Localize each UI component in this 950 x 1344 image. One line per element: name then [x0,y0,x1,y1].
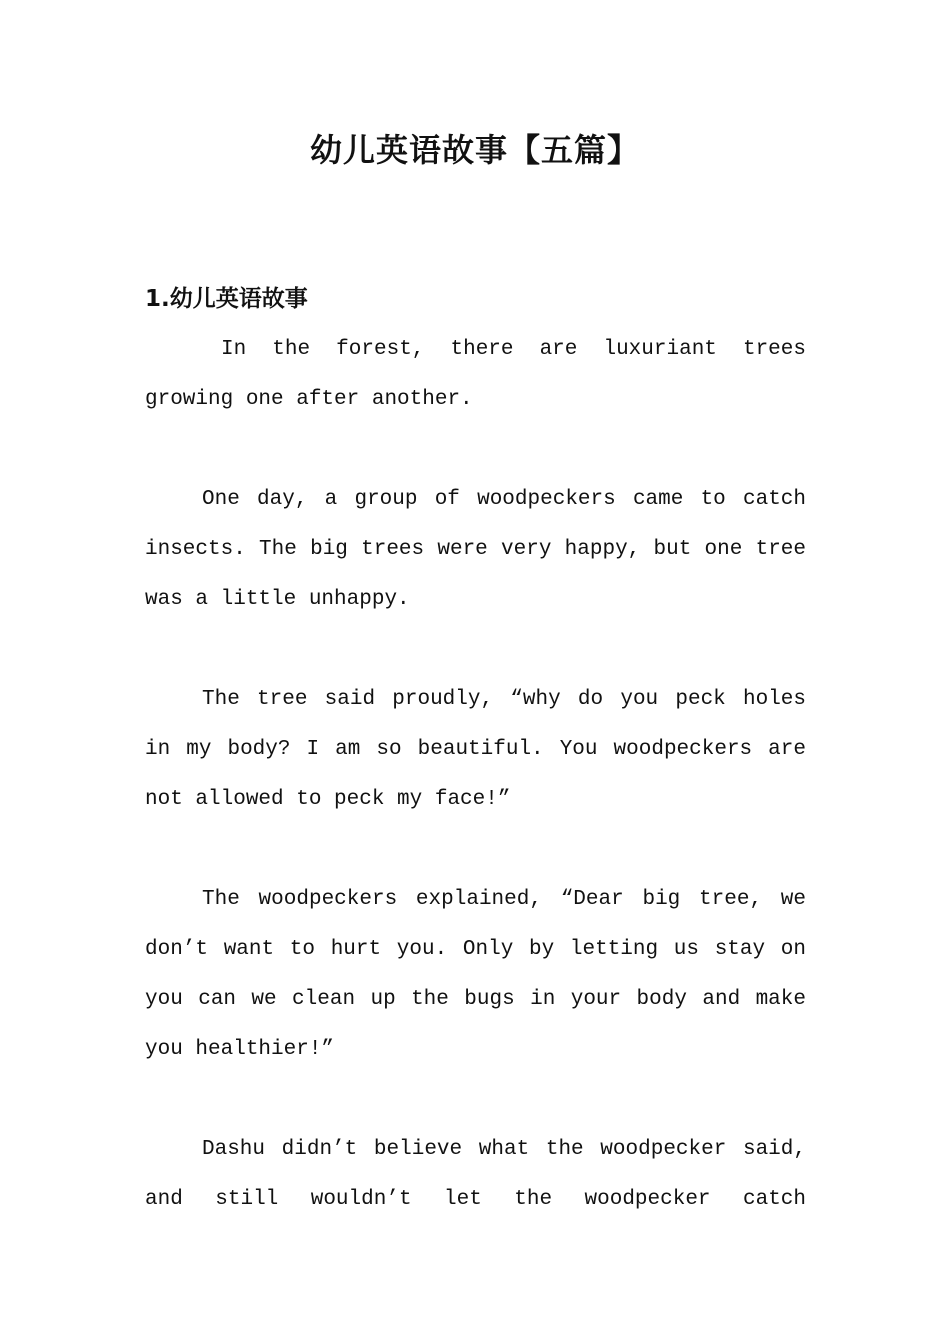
document-title: 幼儿英语故事【五篇】 [309,131,640,169]
story-body [145,325,806,1225]
story-paragraph: One day, a group of woodpeckers came to catch insects. The big trees were very happy, but one tree was a little unhappy. [145,488,806,611]
story-paragraph: The woodpeckers explained, “Dear big tree, we don’t want to hurt you. Only by letting us stay on you can we clean up the bugs in your body and make you healthier!” [145,888,806,1061]
story-paragraph: Dashu didn’t believe what the woodpecker said, and still wouldn’t let the woodpecker catch [145,1138,806,1211]
story-paragraph: The tree said proudly, “why do you peck holes in my body? I am so beautiful. You woodpeckers are not allowed to peck my face!” [145,688,806,811]
section-heading: 1.幼儿英语故事 [145,286,308,312]
story-paragraph: In the forest, there are luxuriant trees growing one after another. [145,338,806,411]
